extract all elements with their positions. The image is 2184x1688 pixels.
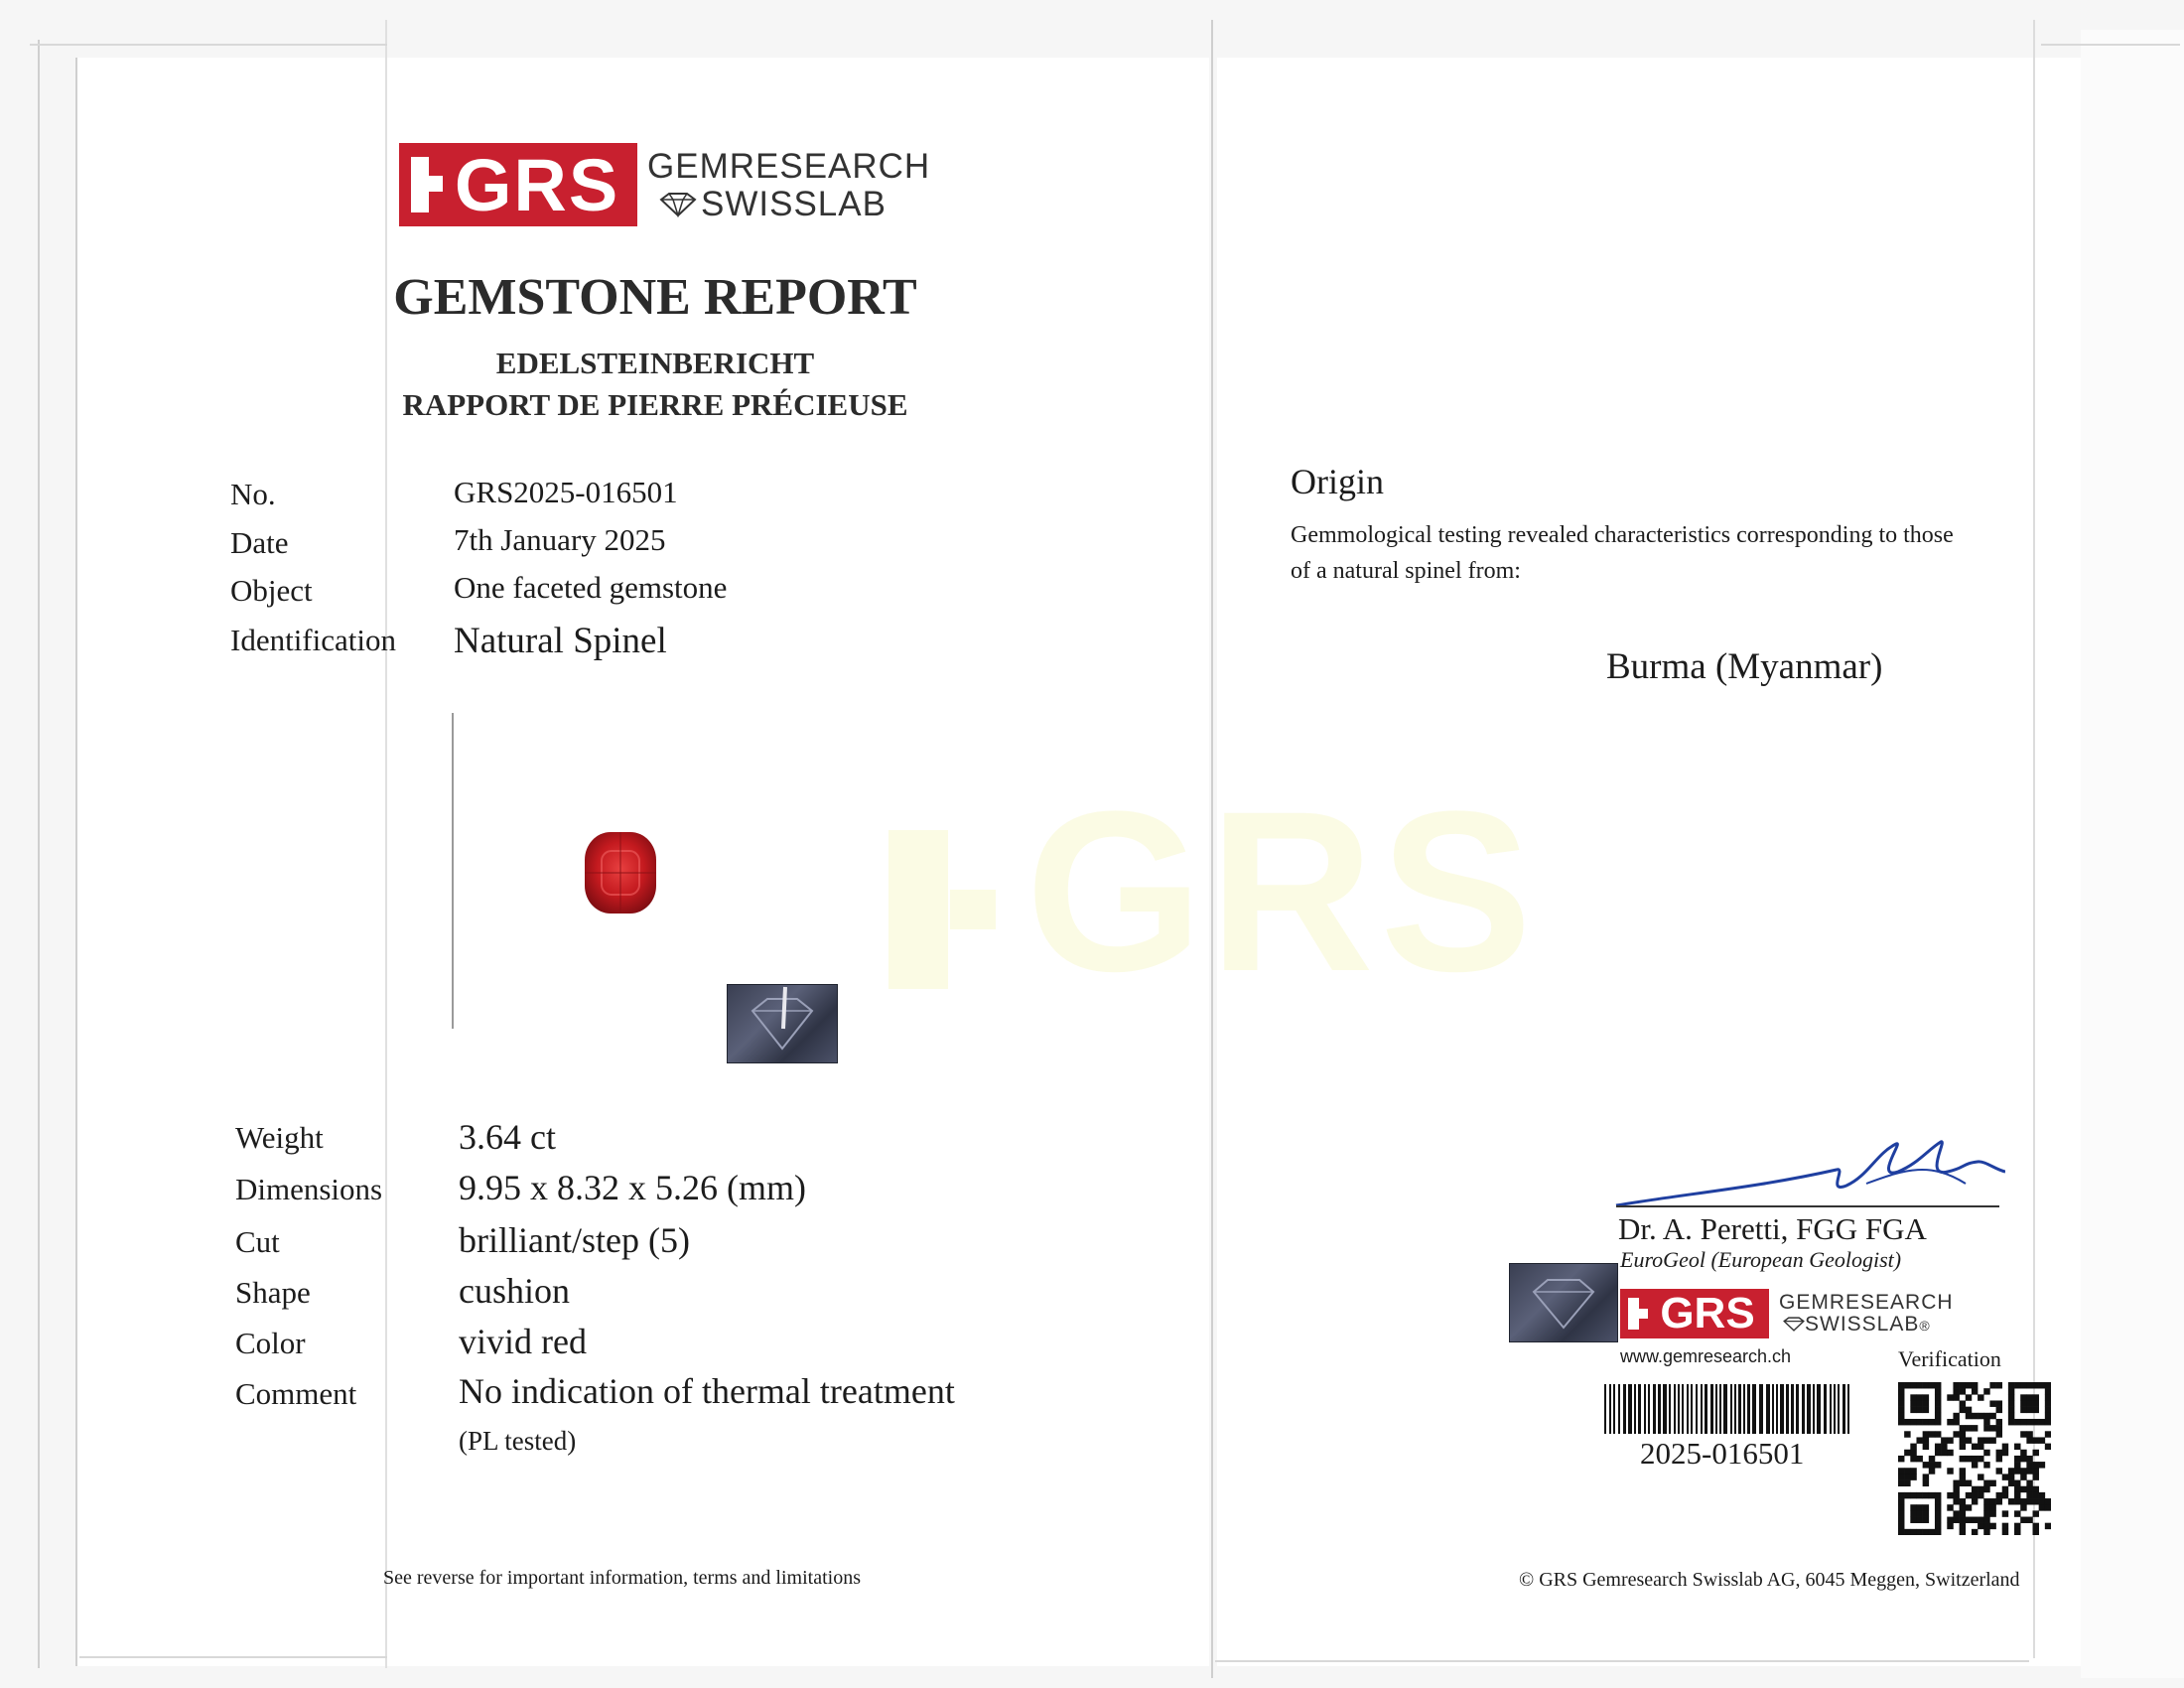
page-fold-line	[75, 58, 77, 1666]
report-subtitle-de: EDELSTEINBERICHT	[495, 346, 815, 380]
field-label-date: Date	[230, 525, 289, 560]
grs-watermark: GRS	[888, 760, 1538, 1023]
report-title: GEMSTONE REPORT	[393, 269, 917, 326]
field-value-weight: 3.64 ct	[459, 1117, 556, 1157]
diamond-icon	[1510, 1264, 1617, 1341]
field-value-comment: No indication of thermal treatment	[459, 1371, 955, 1411]
origin-country: Burma (Myanmar)	[1606, 646, 1883, 687]
field-label-object: Object	[230, 573, 313, 608]
small-logo-gemresearch: GEMRESEARCH	[1779, 1291, 1954, 1314]
field-label-color: Color	[235, 1326, 306, 1360]
footer-note-right: © GRS Gemresearch Swisslab AG, 6045 Meggen, Switzerland	[1519, 1569, 2020, 1591]
small-logo-swisslab: SWISSLAB	[1805, 1313, 1920, 1336]
registered-mark: ®	[1919, 1318, 1931, 1334]
origin-heading: Origin	[1291, 462, 1384, 501]
field-value-cut: brilliant/step (5)	[459, 1220, 690, 1260]
report-edge-page	[2081, 30, 2184, 1678]
diamond-icon	[728, 985, 837, 1062]
field-value-color: vivid red	[459, 1322, 587, 1361]
logo-swisslab-row	[659, 185, 887, 224]
origin-text-line1: Gemmological testing revealed characteristics corresponding to those	[1291, 522, 1954, 548]
field-value-date: 7th January 2025	[454, 522, 666, 557]
barcode	[1604, 1384, 1852, 1434]
signature	[1608, 1114, 2005, 1213]
scan-edge-line	[2041, 44, 2180, 46]
swiss-cross-icon	[1639, 1309, 1648, 1319]
page-fold-line	[385, 20, 387, 1668]
field-label-no: No.	[230, 477, 276, 511]
field-value-dimensions: 9.95 x 8.32 x 5.26 (mm)	[459, 1168, 806, 1207]
barcode-number: 2025-016501	[1640, 1436, 1805, 1471]
photo-frame-edge	[452, 713, 454, 1029]
field-value-shape: cushion	[459, 1271, 570, 1311]
diamond-icon	[659, 192, 697, 217]
grs-logo	[399, 143, 637, 226]
field-label-cut: Cut	[235, 1224, 280, 1259]
field-label-comment: Comment	[235, 1376, 357, 1411]
signature-line	[1616, 1205, 1999, 1207]
grs-logo-small-text: GRS	[1660, 1289, 1755, 1337]
signatory-title: EuroGeol (European Geologist)	[1620, 1247, 1902, 1272]
grs-logo-text: GRS	[454, 143, 620, 226]
swiss-cross-icon	[1628, 1298, 1639, 1330]
swiss-cross-icon	[429, 176, 443, 192]
gemstone-photo	[582, 829, 659, 916]
hologram-seal	[727, 984, 838, 1063]
swiss-cross-icon	[411, 157, 429, 212]
field-label-dimensions: Dimensions	[235, 1172, 383, 1206]
logo-swisslab: SWISSLAB	[701, 185, 887, 223]
field-value-no: GRS2025-016501	[454, 475, 678, 509]
signatory-name: Dr. A. Peretti, FGG FGA	[1618, 1211, 1927, 1246]
scan-edge-line	[30, 44, 387, 46]
origin-text-line2: of a natural spinel from:	[1291, 558, 1521, 584]
field-value-object: One faceted gemstone	[454, 570, 728, 605]
field-label-shape: Shape	[235, 1275, 311, 1310]
verification-qr-code[interactable]	[1898, 1382, 2051, 1535]
grs-logo-small	[1620, 1289, 1769, 1338]
website-text: www.gemresearch.ch	[1620, 1346, 1792, 1366]
field-label-identification: Identification	[230, 623, 396, 657]
small-logo-swisslab-row	[1783, 1313, 1931, 1336]
scan-edge-line	[38, 40, 40, 1668]
logo-gemresearch: GEMRESEARCH	[647, 147, 931, 186]
field-label-weight: Weight	[235, 1120, 324, 1155]
field-value-identification: Natural Spinel	[454, 621, 667, 661]
scan-edge-line	[79, 1656, 387, 1658]
verification-label: Verification	[1898, 1346, 2001, 1371]
hologram-seal	[1509, 1263, 1618, 1342]
scan-edge-line	[1215, 1660, 2029, 1662]
comment-note: (PL tested)	[459, 1426, 577, 1456]
diamond-icon	[1783, 1317, 1805, 1332]
footer-note-left: See reverse for important information, terms and limitations	[383, 1567, 861, 1589]
grs-logo-mark	[399, 143, 637, 226]
report-subtitle-fr: RAPPORT DE PIERRE PRÉCIEUSE	[402, 387, 908, 422]
